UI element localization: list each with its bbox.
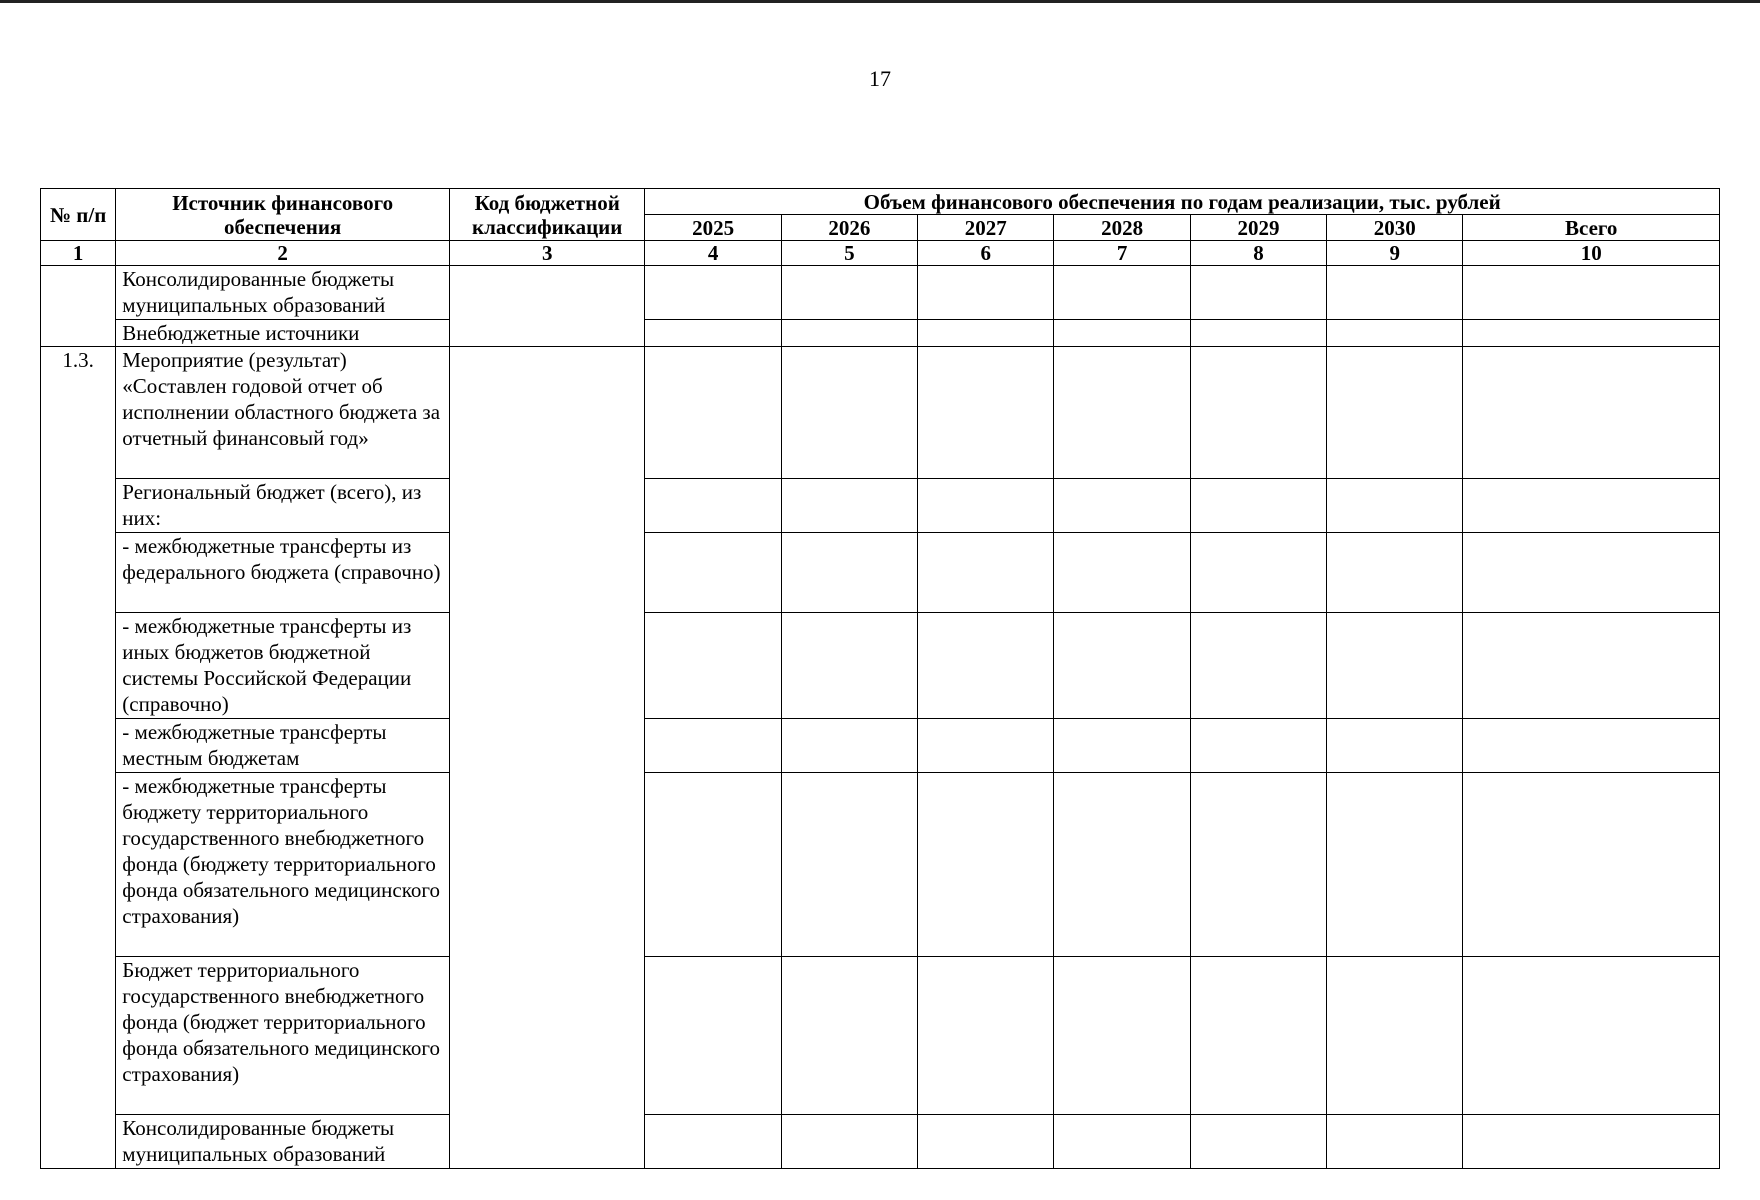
value-cell [781, 719, 917, 773]
table-row [41, 613, 1720, 719]
header-total: Всего [1463, 215, 1720, 241]
table-row [41, 266, 1720, 320]
value-cell [1327, 613, 1463, 719]
source-cell: - межбюджетные трансферты местным бюджетам [116, 719, 450, 773]
value-cell [1190, 347, 1326, 479]
code-cell [450, 266, 645, 347]
source-cell: - межбюджетные трансферты из федерального бюджета (справочно) [116, 533, 450, 613]
value-cell [781, 957, 917, 1115]
value-cell [781, 533, 917, 613]
source-cell: Мероприятие (результат) «Составлен годовой отчет об исполнении областного бюджета за отчетный финансовый год» [116, 347, 450, 479]
value-cell [1190, 533, 1326, 613]
value-cell [1054, 479, 1190, 533]
value-cell [1190, 957, 1326, 1115]
value-cell [645, 533, 781, 613]
value-cell [918, 773, 1054, 957]
total-cell [1463, 266, 1720, 320]
value-cell [781, 613, 917, 719]
column-number: 2 [116, 241, 450, 266]
value-cell [645, 266, 781, 320]
header-year: 2028 [1054, 215, 1190, 241]
value-cell [1190, 613, 1326, 719]
table-row [41, 533, 1720, 613]
value-cell [1327, 1115, 1463, 1169]
value-cell [1327, 957, 1463, 1115]
financing-table [40, 188, 1720, 1169]
value-cell [1327, 533, 1463, 613]
value-cell [1054, 957, 1190, 1115]
value-cell [918, 613, 1054, 719]
value-cell [918, 479, 1054, 533]
row-number: 1.3. [41, 347, 116, 1169]
value-cell [918, 266, 1054, 320]
value-cell [1190, 719, 1326, 773]
column-number: 7 [1054, 241, 1190, 266]
header-source: Источник финансового обеспечения [116, 189, 450, 241]
column-number: 4 [645, 241, 781, 266]
total-cell [1463, 347, 1720, 479]
source-cell: Консолидированные бюджеты муниципальных образований [116, 266, 450, 320]
table-row [41, 719, 1720, 773]
value-cell [1327, 773, 1463, 957]
value-cell [781, 347, 917, 479]
total-cell [1463, 320, 1720, 347]
header-year: 2029 [1190, 215, 1326, 241]
value-cell [645, 479, 781, 533]
source-cell: Внебюджетные источники [116, 320, 450, 347]
value-cell [1327, 719, 1463, 773]
column-number: 6 [918, 241, 1054, 266]
value-cell [1327, 266, 1463, 320]
total-cell [1463, 533, 1720, 613]
header-year: 2027 [918, 215, 1054, 241]
table-row [41, 957, 1720, 1115]
value-cell [1054, 320, 1190, 347]
table-row [41, 1115, 1720, 1169]
column-number: 3 [450, 241, 645, 266]
value-cell [918, 957, 1054, 1115]
total-cell [1463, 613, 1720, 719]
value-cell [645, 957, 781, 1115]
value-cell [918, 347, 1054, 479]
value-cell [781, 1115, 917, 1169]
value-cell [781, 479, 917, 533]
code-cell [450, 347, 645, 1169]
total-cell [1463, 1115, 1720, 1169]
value-cell [781, 320, 917, 347]
header-year: 2026 [781, 215, 917, 241]
value-cell [1327, 479, 1463, 533]
value-cell [1190, 266, 1326, 320]
value-cell [918, 320, 1054, 347]
row-number [41, 266, 116, 347]
value-cell [1054, 266, 1190, 320]
source-cell: - межбюджетные трансферты бюджету территориального государственного внебюджетного фонда (бюджету территориального фонда обязательного медицинского страхования) [116, 773, 450, 957]
column-number: 8 [1190, 241, 1326, 266]
header-code: Код бюджетной классификации [450, 189, 645, 241]
total-cell [1463, 719, 1720, 773]
table-row [41, 773, 1720, 957]
value-cell [1190, 479, 1326, 533]
column-number: 9 [1327, 241, 1463, 266]
column-number: 10 [1463, 241, 1720, 266]
value-cell [1327, 347, 1463, 479]
header-num: № п/п [41, 189, 116, 241]
table-row [41, 347, 1720, 479]
header-year: 2030 [1327, 215, 1463, 241]
total-cell [1463, 479, 1720, 533]
value-cell [1054, 533, 1190, 613]
value-cell [781, 266, 917, 320]
total-cell [1463, 957, 1720, 1115]
source-cell: Бюджет территориального государственного внебюджетного фонда (бюджет территориального фонда обязательного медицинского страхования) [116, 957, 450, 1115]
column-number: 1 [41, 241, 116, 266]
value-cell [781, 773, 917, 957]
table-row [41, 320, 1720, 347]
source-cell: Региональный бюджет (всего), из них: [116, 479, 450, 533]
column-number: 5 [781, 241, 917, 266]
value-cell [645, 773, 781, 957]
value-cell [1054, 1115, 1190, 1169]
source-cell: Консолидированные бюджеты муниципальных образований [116, 1115, 450, 1169]
top-border-line [0, 0, 1760, 6]
page-number: 17 [869, 66, 891, 91]
value-cell [645, 613, 781, 719]
value-cell [918, 1115, 1054, 1169]
value-cell [918, 533, 1054, 613]
value-cell [1190, 320, 1326, 347]
value-cell [645, 1115, 781, 1169]
value-cell [1054, 773, 1190, 957]
value-cell [1190, 773, 1326, 957]
value-cell [645, 347, 781, 479]
source-cell: - межбюджетные трансферты из иных бюджетов бюджетной системы Российской Федерации (справочно) [116, 613, 450, 719]
header-volume: Объем финансового обеспечения по годам реализации, тыс. рублей [645, 189, 1720, 215]
value-cell [918, 719, 1054, 773]
total-cell [1463, 773, 1720, 957]
value-cell [645, 719, 781, 773]
value-cell [1054, 719, 1190, 773]
header-year: 2025 [645, 215, 781, 241]
value-cell [645, 320, 781, 347]
value-cell [1327, 320, 1463, 347]
table-row [41, 479, 1720, 533]
value-cell [1054, 613, 1190, 719]
value-cell [1054, 347, 1190, 479]
value-cell [1190, 1115, 1326, 1169]
